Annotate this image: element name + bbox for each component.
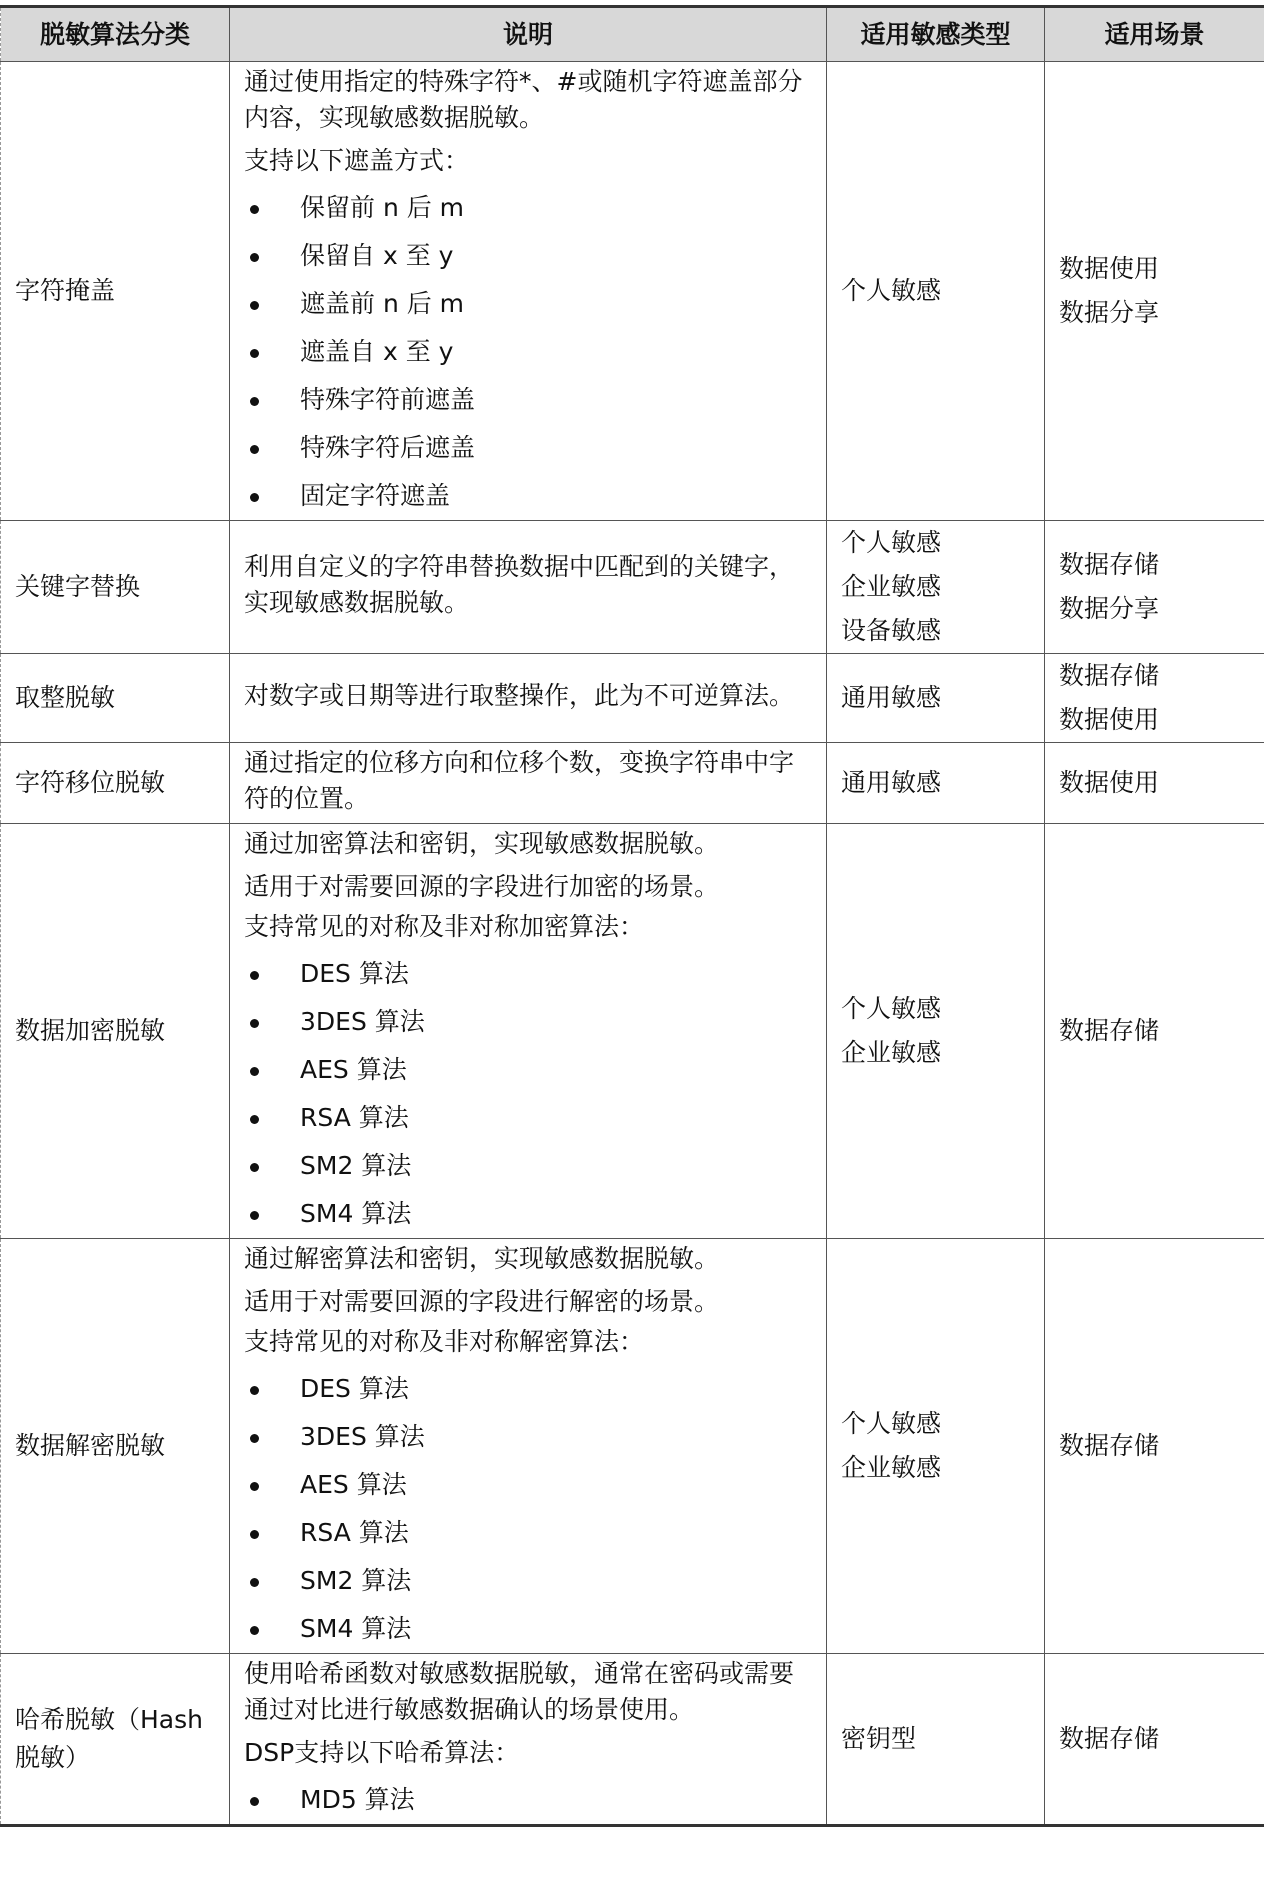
description-text: 通过解密算法和密钥，实现敏感数据脱敏。 [244,1244,720,1273]
sensitive-type-value: 密钥型 [841,1724,917,1753]
bullet-dot-icon [250,253,259,262]
sensitive-type-value: 通用敏感 [841,683,942,712]
scenario-cell [1045,521,1264,654]
scenario-value: 数据使用 [1059,768,1160,797]
bullet-text: SM2 算法 [300,1566,412,1595]
list-item [244,472,812,520]
scenario-value: 数据存储 [1059,1016,1160,1045]
bullet-text: 3DES 算法 [300,1422,425,1451]
sensitive-type-cell [827,654,1045,743]
list-item [244,1365,812,1413]
bullet-list [244,1776,812,1824]
bullet-text: SM2 算法 [300,1151,412,1180]
category-cell: 取整脱敏 [1,654,230,743]
list-item [244,1605,812,1653]
sensitive-type-cell [827,824,1045,1239]
description-text: 支持常见的对称及非对称解密算法： [244,1327,645,1356]
list-item [244,1776,812,1824]
description-text: 对数字或日期等进行取整操作，此为不可逆算法。 [244,681,795,710]
bullet-text: 3DES 算法 [300,1007,425,1036]
bullet-text: 保留自 x 至 y [300,241,454,270]
bullet-dot-icon [250,1115,259,1124]
sensitive-type-cell [827,521,1045,654]
scenario-value: 数据使用 [1059,705,1160,734]
bullet-text: 保留前 n 后 m [300,193,465,222]
description-cell [230,1654,827,1826]
list-item [244,328,812,376]
scenario-cell [1045,62,1264,521]
scenario-value: 数据存储 [1059,550,1160,579]
sensitive-type-value: 个人敏感 [841,276,942,305]
list-item [244,1094,812,1142]
bullet-text: DES 算法 [300,1374,409,1403]
table-row [1,62,1264,521]
bullet-text: MD5 算法 [300,1785,415,1814]
bullet-list [244,1365,812,1653]
bullet-dot-icon [250,397,259,406]
description-text: 通过加密算法和密钥，实现敏感数据脱敏。 [244,829,720,858]
scenario-value: 数据存储 [1059,1724,1160,1753]
description-cell [230,824,827,1239]
sensitive-type-cell [827,743,1045,824]
sensitive-type-cell [827,62,1045,521]
list-item [244,998,812,1046]
scenario-value: 数据分享 [1059,594,1160,623]
bullet-text: SM4 算法 [300,1614,412,1643]
bullet-text: DES 算法 [300,959,409,988]
description-cell [230,1239,827,1654]
bullet-text: AES 算法 [300,1055,407,1084]
category-cell: 数据加密脱敏 [1,824,230,1239]
table-row [1,824,1264,1239]
bullet-dot-icon [250,1386,259,1395]
scenario-cell [1045,824,1264,1239]
description-cell [230,654,827,743]
sensitive-type-value: 个人敏感 [841,994,942,1023]
category-cell: 哈希脱敏（Hash脱敏） [1,1654,230,1826]
description-text: 利用自定义的字符串替换数据中匹配到的关键字，实现敏感数据脱敏。 [244,552,795,617]
list-item [244,950,812,998]
list-item [244,1142,812,1190]
bullet-text: 遮盖自 x 至 y [300,337,454,366]
bullet-dot-icon [250,1482,259,1491]
bullet-text: RSA 算法 [300,1518,409,1547]
bullet-dot-icon [250,1434,259,1443]
sensitive-type-value: 企业敏感 [841,1453,942,1482]
header-description: 说明 [230,7,827,62]
bullet-text: SM4 算法 [300,1199,412,1228]
list-item [244,184,812,232]
sensitive-type-value: 企业敏感 [841,1038,942,1067]
list-item [244,1509,812,1557]
header-sensitive-type: 适用敏感类型 [827,7,1045,62]
table-row [1,521,1264,654]
bullet-text: 固定字符遮盖 [300,481,451,510]
bullet-dot-icon [250,971,259,980]
bullet-text: 遮盖前 n 后 m [300,289,465,318]
list-item [244,424,812,472]
bullet-dot-icon [250,1626,259,1635]
header-scenario: 适用场景 [1045,7,1264,62]
sensitive-type-cell [827,1239,1045,1654]
list-item [244,1413,812,1461]
bullet-list [244,184,812,520]
category-cell: 关键字替换 [1,521,230,654]
bullet-dot-icon [250,205,259,214]
description-cell [230,521,827,654]
bullet-text: 特殊字符前遮盖 [300,385,476,414]
description-text: 适用于对需要回源的字段进行解密的场景。 [244,1287,720,1316]
scenario-cell [1045,1239,1264,1654]
bullet-dot-icon [250,1797,259,1806]
bullet-dot-icon [250,1163,259,1172]
bullet-dot-icon [250,1211,259,1220]
list-item [244,280,812,328]
masking-algorithm-table [0,5,1264,1827]
list-item [244,1461,812,1509]
sensitive-type-value: 设备敏感 [841,616,942,645]
category-cell: 数据解密脱敏 [1,1239,230,1654]
description-text: 支持常见的对称及非对称加密算法： [244,912,645,941]
bullet-dot-icon [250,349,259,358]
table-row [1,654,1264,743]
description-text: 适用于对需要回源的字段进行加密的场景。 [244,872,720,901]
bullet-dot-icon [250,1067,259,1076]
scenario-value: 数据存储 [1059,661,1160,690]
header-category: 脱敏算法分类 [1,7,230,62]
scenario-cell [1045,654,1264,743]
scenario-cell [1045,1654,1264,1826]
bullet-text: AES 算法 [300,1470,407,1499]
list-item [244,232,812,280]
bullet-dot-icon [250,1578,259,1587]
list-item [244,376,812,424]
bullet-dot-icon [250,445,259,454]
scenario-value: 数据使用 [1059,254,1160,283]
bullet-text: 特殊字符后遮盖 [300,433,476,462]
bullet-dot-icon [250,1530,259,1539]
table-header-row [1,7,1264,62]
list-item [244,1046,812,1094]
table-row [1,1654,1264,1826]
description-cell [230,62,827,521]
description-text: 通过使用指定的特殊字符*、#或随机字符遮盖部分内容，实现敏感数据脱敏。 [244,67,803,132]
sensitive-type-value: 个人敏感 [841,1409,942,1438]
scenario-cell [1045,743,1264,824]
sensitive-type-value: 通用敏感 [841,768,942,797]
scenario-value: 数据分享 [1059,298,1160,327]
sensitive-type-value: 个人敏感 [841,528,942,557]
bullet-list [244,950,812,1238]
bullet-dot-icon [250,1019,259,1028]
sensitive-type-value: 企业敏感 [841,572,942,601]
list-item [244,1190,812,1238]
bullet-dot-icon [250,301,259,310]
category-cell: 字符移位脱敏 [1,743,230,824]
description-text: 通过指定的位移方向和位移个数，变换字符串中字符的位置。 [244,748,795,813]
scenario-value: 数据存储 [1059,1431,1160,1460]
table-row [1,1239,1264,1654]
description-cell [230,743,827,824]
category-cell: 字符掩盖 [1,62,230,521]
description-text: DSP支持以下哈希算法： [244,1738,520,1767]
list-item [244,1557,812,1605]
table-row [1,743,1264,824]
bullet-text: RSA 算法 [300,1103,409,1132]
description-text: 支持以下遮盖方式： [244,146,470,175]
description-text: 使用哈希函数对敏感数据脱敏，通常在密码或需要通过对比进行敏感数据确认的场景使用。 [244,1659,795,1724]
bullet-dot-icon [250,493,259,502]
sensitive-type-cell [827,1654,1045,1826]
